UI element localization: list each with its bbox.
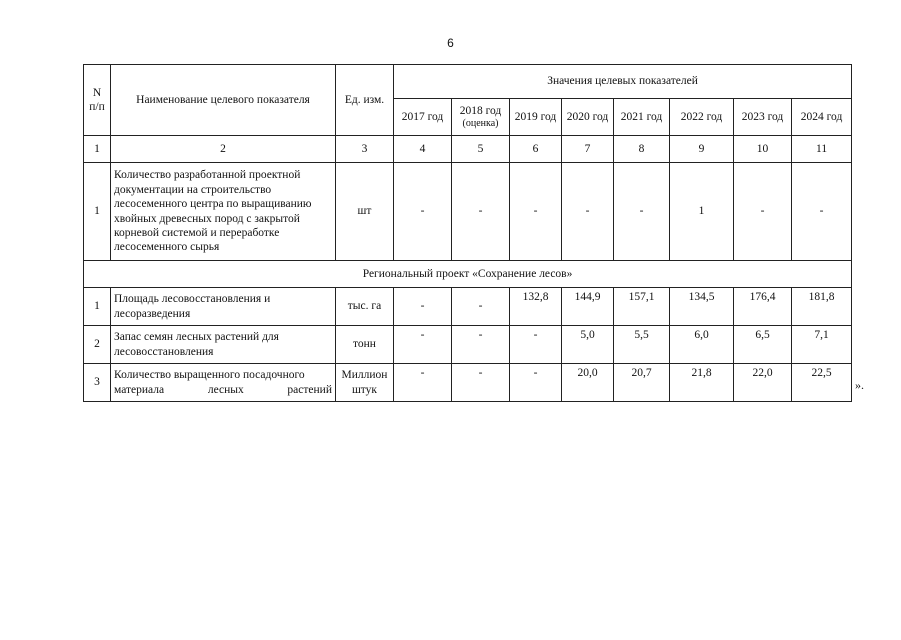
target-indicators-table bbox=[83, 64, 852, 402]
row-value: 5,5 bbox=[614, 326, 670, 364]
row-value: - bbox=[394, 163, 452, 261]
table-row bbox=[84, 163, 852, 261]
table-row bbox=[84, 288, 852, 326]
column-number: 1 bbox=[84, 136, 111, 163]
row-indicator-name: Количество выращенного посадочного материала лесных растений bbox=[111, 364, 336, 402]
header-year: 2019 год bbox=[510, 99, 562, 136]
row-value: - bbox=[792, 163, 852, 261]
row-value: 157,1 bbox=[614, 288, 670, 326]
row-number: 1 bbox=[84, 163, 111, 261]
row-indicator-name: Количество разработанной проектной документации на строительство лесосеменного центра по выращиванию хвойных древесных пород с закрытой корневой системой и переработке лесосеменного сырья bbox=[111, 163, 336, 261]
row-value: 6,5 bbox=[734, 326, 792, 364]
row-value: - bbox=[562, 163, 614, 261]
column-number: 4 bbox=[394, 136, 452, 163]
row-value: 176,4 bbox=[734, 288, 792, 326]
header-name: Наименование целевого показателя bbox=[111, 65, 336, 136]
section-row bbox=[84, 261, 852, 288]
row-value: 134,5 bbox=[670, 288, 734, 326]
header-year: 2021 год bbox=[614, 99, 670, 136]
header-year: 2024 год bbox=[792, 99, 852, 136]
row-number: 1 bbox=[84, 288, 111, 326]
column-number: 11 bbox=[792, 136, 852, 163]
row-unit: Миллион штук bbox=[336, 364, 394, 402]
row-unit: тыс. га bbox=[336, 288, 394, 326]
header-year: 2017 год bbox=[394, 99, 452, 136]
column-number: 5 bbox=[452, 136, 510, 163]
row-value: 144,9 bbox=[562, 288, 614, 326]
row-value: 7,1 bbox=[792, 326, 852, 364]
section-title: Региональный проект «Сохранение лесов» bbox=[84, 261, 852, 288]
column-number: 7 bbox=[562, 136, 614, 163]
page-number: 6 bbox=[447, 36, 454, 50]
table-row bbox=[84, 326, 852, 364]
row-value: - bbox=[452, 288, 510, 326]
row-value: - bbox=[452, 326, 510, 364]
row-number: 2 bbox=[84, 326, 111, 364]
row-value: 20,0 bbox=[562, 364, 614, 402]
row-value: - bbox=[734, 163, 792, 261]
row-value: 6,0 bbox=[670, 326, 734, 364]
row-value: 132,8 bbox=[510, 288, 562, 326]
closing-quote: ». bbox=[855, 378, 864, 392]
column-numbers-row bbox=[84, 136, 852, 163]
row-value: - bbox=[394, 364, 452, 402]
row-value: - bbox=[510, 326, 562, 364]
row-value: 181,8 bbox=[792, 288, 852, 326]
row-value: - bbox=[510, 364, 562, 402]
row-value: - bbox=[394, 326, 452, 364]
row-value: - bbox=[452, 364, 510, 402]
row-indicator-name: Запас семян лесных растений для лесовосстановления bbox=[111, 326, 336, 364]
row-unit: тонн bbox=[336, 326, 394, 364]
header-unit: Ед. изм. bbox=[336, 65, 394, 136]
header-row bbox=[84, 65, 852, 99]
row-value: - bbox=[452, 163, 510, 261]
row-value: 21,8 bbox=[670, 364, 734, 402]
row-value: 5,0 bbox=[562, 326, 614, 364]
column-number: 8 bbox=[614, 136, 670, 163]
row-number: 3 bbox=[84, 364, 111, 402]
row-indicator-name: Площадь лесовосстановления и лесоразведения bbox=[111, 288, 336, 326]
column-number: 6 bbox=[510, 136, 562, 163]
header-year: 2022 год bbox=[670, 99, 734, 136]
header-year: 2023 год bbox=[734, 99, 792, 136]
header-n: N п/п bbox=[84, 65, 111, 136]
row-value: 22,0 bbox=[734, 364, 792, 402]
row-unit: шт bbox=[336, 163, 394, 261]
column-number: 2 bbox=[111, 136, 336, 163]
header-year: 2018 год (оценка) bbox=[452, 99, 510, 136]
column-number: 9 bbox=[670, 136, 734, 163]
column-number: 3 bbox=[336, 136, 394, 163]
row-value: - bbox=[510, 163, 562, 261]
row-value: 22,5 bbox=[792, 364, 852, 402]
row-value: 20,7 bbox=[614, 364, 670, 402]
header-year: 2020 год bbox=[562, 99, 614, 136]
year-note: (оценка) bbox=[462, 117, 499, 129]
header-values-title: Значения целевых показателей bbox=[394, 65, 852, 99]
row-value: - bbox=[614, 163, 670, 261]
row-value: 1 bbox=[670, 163, 734, 261]
table-row bbox=[84, 364, 852, 402]
row-value: - bbox=[394, 288, 452, 326]
column-number: 10 bbox=[734, 136, 792, 163]
